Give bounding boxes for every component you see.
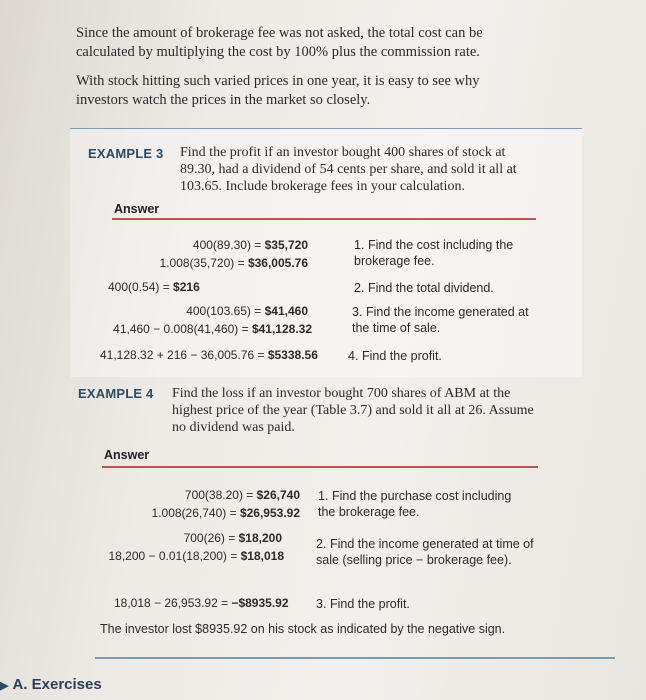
ex4-step: 3. Find the profit. xyxy=(316,597,410,611)
example-4-problem: Find the loss if an investor bought 700 shares of ABM at the highest price of the year (Table 3.7) and sold it all at 26. Assume no dividend was paid. xyxy=(172,386,534,435)
example-4-conclusion: The investor lost $8935.92 on his stock as indicated by the negative sign. xyxy=(100,622,506,636)
example-3-problem: Find the profit if an investor bought 400 shares of stock at 89.30, had a dividend of 54 cents per share, and sold it all at 103.65. Include brokerage fees in your calculation. xyxy=(180,145,517,194)
example-3-answer-rule xyxy=(112,218,536,220)
example-4-answer-rule xyxy=(102,466,538,468)
ex3-step: 1. Find the cost including the brokerage fee. xyxy=(354,238,514,268)
example-4-label: EXAMPLE 4 xyxy=(78,386,154,401)
example-4-answer-label: Answer xyxy=(104,448,150,462)
exercises-title: A. Exercises xyxy=(12,676,102,693)
ex3-math-line: 400(103.65) = $41,460 xyxy=(186,304,308,318)
ex4-step: 1. Find the purchase cost including the brokerage fee. xyxy=(318,489,512,519)
exercises-heading xyxy=(0,676,102,693)
intro-text xyxy=(76,24,526,110)
ex4-math-line: 700(26) = $18,200 xyxy=(183,531,282,545)
ex3-math-line: 400(0.54) = $216 xyxy=(108,280,200,294)
triangle-right-icon: ▶ xyxy=(0,680,9,692)
ex4-math-line: 18,200 − 0.01(18,200) = $18,018 xyxy=(108,549,284,563)
ex3-step: 2. Find the total dividend. xyxy=(354,281,494,295)
ex3-math-line: 41,128.32 + 216 − 36,005.76 = $5338.56 xyxy=(100,348,318,362)
ex3-step: 3. Find the income generated at the time of sale. xyxy=(352,305,529,335)
ex3-math-line: 400(89.30) = $35,720 xyxy=(192,238,308,252)
ex4-step: 2. Find the income generated at time of sale (selling price − brokerage fee). xyxy=(316,537,534,567)
example-3-answer-label: Answer xyxy=(114,202,160,216)
ex3-step: 4. Find the profit. xyxy=(348,349,442,363)
intro-paragraph-1: Since the amount of brokerage fee was not asked, the total cost can be calculated by multiplying the cost by 100% plus the commission rate. xyxy=(76,25,483,60)
section-divider xyxy=(95,657,615,659)
ex4-math-line: 1.008(26,740) = $26,953.92 xyxy=(151,506,300,520)
example-3-label: EXAMPLE 3 xyxy=(88,146,164,161)
ex4-math-line: 700(38.20) = $26,740 xyxy=(184,488,300,502)
ex3-math-line: 41,460 − 0.008(41,460) = $41,128.32 xyxy=(113,322,312,336)
ex4-math-line: 18,018 − 26,953.92 = −$8935.92 xyxy=(114,596,289,610)
intro-paragraph-2: With stock hitting such varied prices in one year, it is easy to see why investors watch the prices in the market so closely. xyxy=(76,73,480,108)
ex3-math-line: 1.008(35,720) = $36,005.76 xyxy=(159,256,308,270)
